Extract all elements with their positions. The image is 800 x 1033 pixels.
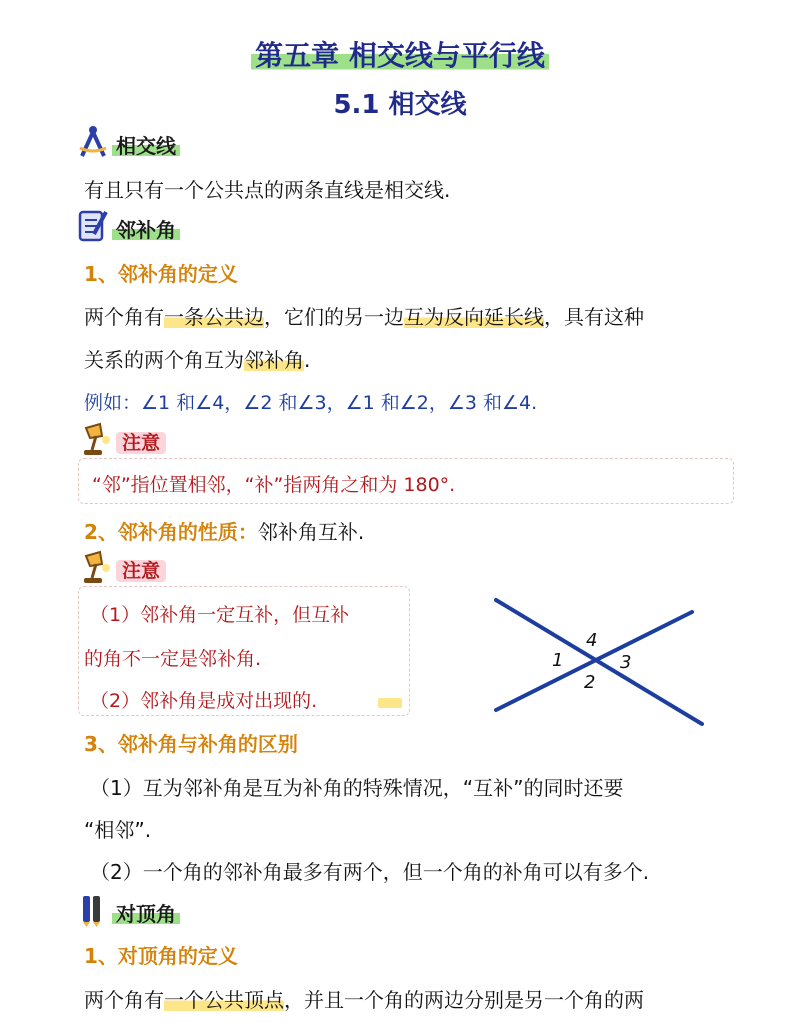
angle-label-4: 4 [586, 630, 598, 651]
note1-text: “邻”指位置相邻，“补”指两角之和为 180°. [92, 474, 456, 496]
angle-label-3: 3 [620, 652, 632, 673]
desk-lamp-icon [80, 420, 116, 458]
adjacent-def-heading: 1、邻补角的定义 [84, 262, 238, 286]
heading-vertical-angles: 对顶角 [112, 898, 180, 927]
intersecting-lines-definition: 有且只有一个公共点的两条直线是相交线. [84, 178, 451, 202]
heading-intersecting-lines: 相交线 [112, 130, 180, 159]
difference-line2: “相邻”. [84, 818, 152, 842]
line-b [496, 612, 692, 710]
note2-line2: 的角不一定是邻补角. [84, 648, 262, 670]
intersecting-lines-figure [480, 590, 720, 730]
highlight-mark [378, 698, 402, 708]
desk-lamp-icon [80, 548, 116, 586]
adjacent-def-line2: 关系的两个角互为邻补角. [84, 348, 311, 372]
scroll-pen-icon [76, 208, 110, 244]
vertical-def-heading: 1、对顶角的定义 [84, 944, 238, 968]
heading-adjacent-supplementary: 邻补角 [112, 214, 180, 243]
adjacent-property-heading: 2、邻补角的性质：邻补角互补. [84, 520, 365, 544]
compass-icon [76, 124, 110, 160]
pencils-icon [80, 892, 110, 928]
difference-heading: 3、邻补角与补角的区别 [84, 732, 298, 756]
angle-label-2: 2 [584, 672, 596, 693]
note2-label: 注意 [116, 556, 166, 583]
note2-line3: （2）邻补角是成对出现的. [90, 690, 318, 712]
line-a [496, 600, 702, 724]
chapter-title: 第五章 相交线与平行线 [0, 34, 800, 74]
adjacent-def-line1: 两个角有一条公共边，它们的另一边互为反向延长线，具有这种 [84, 305, 644, 329]
section-title: 5.1 相交线 [333, 90, 467, 120]
note1-label: 注意 [116, 428, 166, 455]
note2-line1: （1）邻补角一定互补，但互补 [90, 604, 350, 626]
vertical-def-line1: 两个角有一个公共顶点，并且一个角的两边分别是另一个角的两 [84, 988, 644, 1012]
difference-line1: （1）互为邻补角是互为补角的特殊情况，“互补”的同时还要 [90, 776, 624, 800]
difference-line3: （2）一个角的邻补角最多有两个，但一个角的补角可以有多个. [90, 860, 650, 884]
angle-label-1: 1 [552, 650, 564, 671]
adjacent-example: 例如：∠1 和∠4，∠2 和∠3，∠1 和∠2，∠3 和∠4. [84, 392, 538, 414]
